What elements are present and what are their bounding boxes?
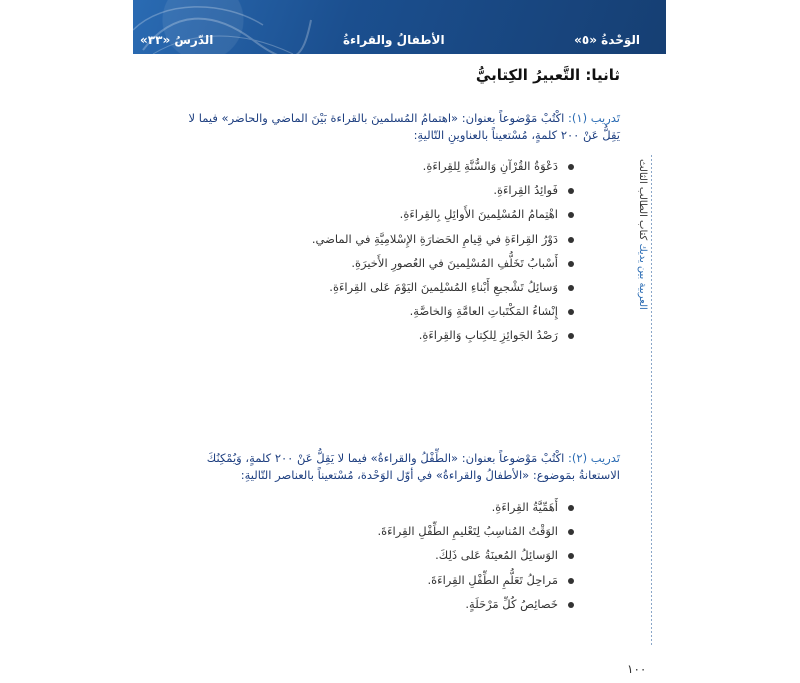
exercise-2-list xyxy=(196,495,576,616)
list-item: دَعْوَةُ القُرْآنِ وَالسُّنَّةِ لِلقِراءَةِ. xyxy=(196,154,576,178)
exercise-1-list xyxy=(196,154,576,348)
page-content xyxy=(180,60,620,660)
section-title: ثانيا: التَّعبيرُ الكِتابيُّ xyxy=(475,66,620,84)
exercise-2-label: تَدريب (٢): xyxy=(568,451,620,465)
list-item: خَصائِصُ كُلِّ مَرْحَلَةٍ. xyxy=(196,592,576,616)
list-item: أَسْبابُ تَخَلُّفِ المُسْلِمينَ في العُصورِ الأَخيرَةِ. xyxy=(196,251,576,275)
exercise-1-label: تَدريب (١): xyxy=(568,111,620,125)
list-item: وَسائِلُ تَشْجيعِ أَبْناءِ المُسْلِمينَ اليَوْمَ عَلى القِراءَةِ. xyxy=(196,275,576,299)
exercise-1-text: اكْتُبْ مَوْضوعاً بعنوان: «اهتمامُ المُسلمينَ بالقراءة بَيْنَ الماضي والحاضر» فيما لا يَقِلُّ عَنْ ٢٠٠ كلمةٍ، مُسْتعيناً بالعناوينِ التّاليةِ: xyxy=(188,111,620,142)
book-series-name: العربية بين يديك xyxy=(637,243,648,310)
header-line xyxy=(140,28,640,52)
list-item: أَهَمِّيَّةُ القِراءَةِ. xyxy=(196,495,576,519)
exercise-1-prompt xyxy=(180,110,620,144)
book-volume-name: كتاب الطالب الثالث xyxy=(637,159,648,241)
unit-title: الأطفالُ والقراءةُ xyxy=(342,33,445,47)
exercise-2-text: اكْتُبْ مَوْضوعاً بعنوان: «الطِّفْلُ والقراءةُ» فيما لا يَقِلُّ عَنْ ٢٠٠ كلمةٍ، وَيُمْكِنُكَ الاستعانةُ بمَوضوع: «الأطفالُ والقراءةُ» في أوّل الوَحْدة، مُسْتعيناً بالعناصر التّاليةِ: xyxy=(206,451,620,482)
list-item: مَراحِلُ تَعَلُّمِ الطِّفْلِ القِراءَةَ. xyxy=(196,568,576,592)
list-item: اهْتِمامُ المُسْلِمينَ الأَوائِلِ بِالقِراءَةِ. xyxy=(196,202,576,226)
list-item: الوَقْتُ المُناسِبُ لِتَعْليمِ الطِّفْلِ القِراءَةَ. xyxy=(196,519,576,543)
list-item: إِنْشاءُ المَكْتَباتِ العامَّةِ وَالخاصَّةِ. xyxy=(196,299,576,323)
unit-label: الوَحْدةُ «٥» xyxy=(574,33,640,47)
page-number: ١٠٠ xyxy=(627,662,647,676)
list-item: رَصْدُ الجَوائِزِ لِلكِتابِ وَالقِراءَةِ. xyxy=(196,323,576,347)
book-side-label xyxy=(618,150,648,310)
list-item: دَوْرُ القِراءَةِ في قِيامِ الحَضارَةِ الإِسْلامِيَّةِ في الماضي. xyxy=(196,227,576,251)
list-item: فَوائِدُ القِراءَةِ. xyxy=(196,178,576,202)
lesson-label: الدّرسُ «٣٣» xyxy=(140,33,214,47)
side-divider xyxy=(651,155,652,645)
exercise-2-prompt xyxy=(180,450,620,484)
list-item: الوَسائِلُ المُعينَةُ عَلى ذَلِكَ. xyxy=(196,543,576,567)
